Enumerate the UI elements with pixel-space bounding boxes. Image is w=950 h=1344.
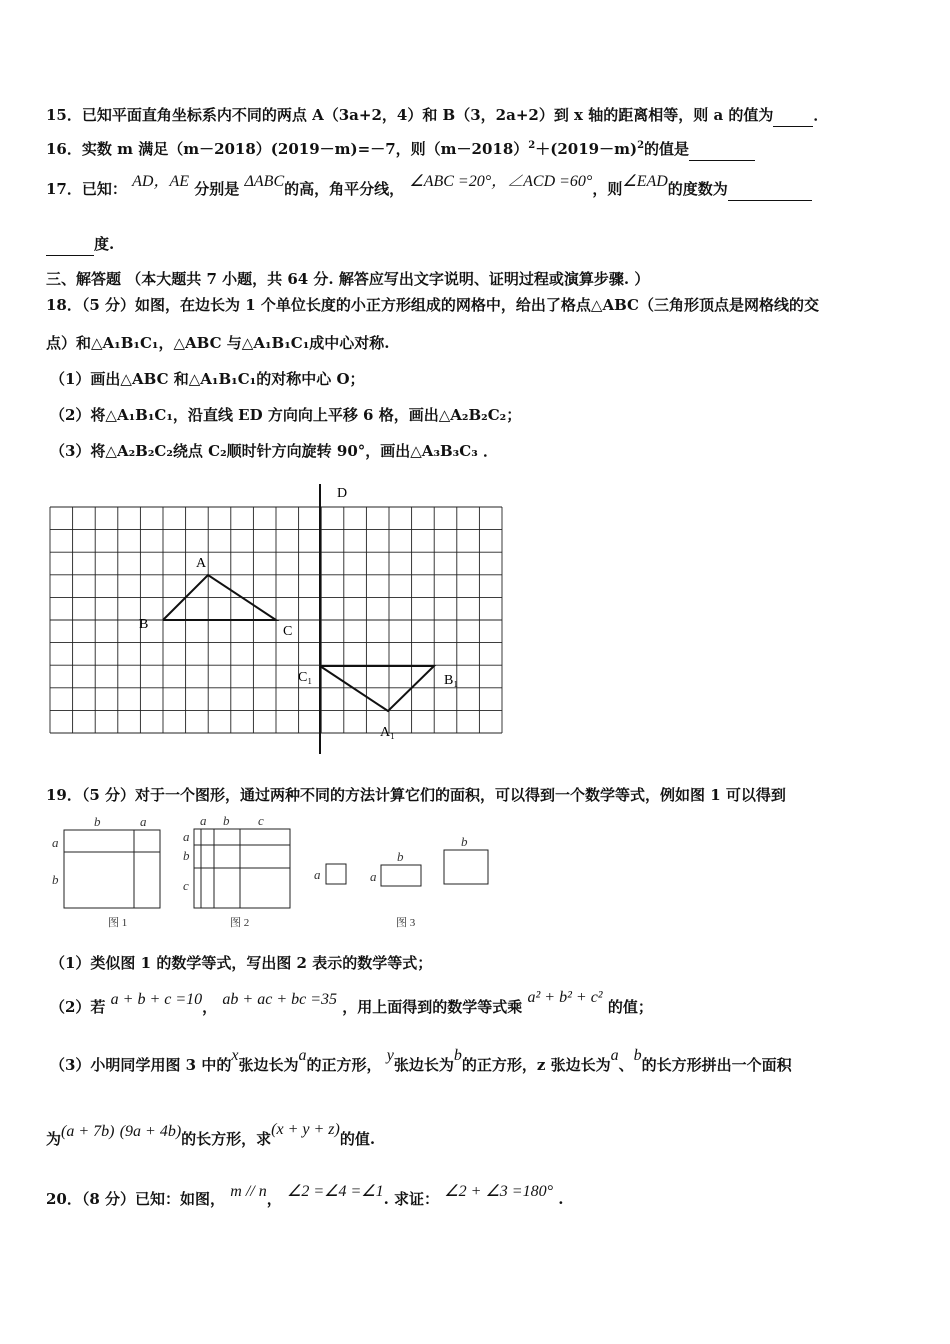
q20-end: . — [558, 1190, 564, 1208]
q19-part-3-t3: 张边长为 — [393, 1056, 454, 1074]
figure-1 — [64, 830, 160, 908]
fig3-label-sq-a: a — [314, 867, 321, 882]
q17-math-ad-ae: AD，AE — [132, 173, 190, 190]
q20-sep: ， — [266, 1190, 282, 1208]
label-a: A — [196, 556, 207, 571]
q18-grid-figure — [0, 478, 520, 758]
question-20 — [46, 1183, 564, 1209]
q17-math-triangle: ΔABC — [244, 173, 285, 190]
q16-sup2: 2 — [637, 140, 645, 151]
q19-part-2-math-1: a + b + c =10 — [110, 991, 203, 1008]
q19-part-3-a1: a — [298, 1047, 307, 1064]
label-b1: B₁ — [444, 673, 459, 688]
label-c1: C₁ — [298, 670, 313, 685]
q19-part-3-math-3: (x + y + z) — [271, 1121, 340, 1138]
q20-number: 20． — [46, 1190, 82, 1208]
q19-part-2 — [50, 989, 653, 1017]
q19-part-2-math-2: ab + ac + bc =35 — [222, 991, 338, 1008]
q19-figures — [0, 808, 520, 938]
q18-part-2-text: （2）将△A₁B₁C₁，沿直线 ED 方向向上平移 6 格，画出△A₂B₂C₂； — [50, 406, 522, 424]
q18-line-2-text: 点）和△A₁B₁C₁，△ABC 与△A₁B₁C₁成中心对称. — [46, 334, 390, 352]
q16-sup1: 2 — [528, 140, 536, 151]
label-c: C — [283, 624, 293, 639]
fig3-label-sq-b: b — [461, 834, 468, 849]
fig2-side-a: a — [183, 829, 190, 844]
q19-part-3-t6: 的长方形拼出一个面积 — [641, 1056, 792, 1074]
q17-unit: 度. — [94, 235, 115, 253]
fig2-top-b: b — [223, 813, 230, 828]
fig3-label-rect-a: a — [370, 869, 377, 884]
q20-lead: （8 分）已知：如图， — [81, 1190, 226, 1208]
q17-math-angles: ∠ABC =20°，∠ACD =60° — [409, 173, 593, 190]
fig3-square-a — [326, 864, 346, 884]
q19-part-3-t9: 的值. — [339, 1130, 376, 1148]
q18-part-3 — [50, 440, 498, 461]
question-18 — [46, 294, 819, 315]
figure-2 — [194, 829, 290, 908]
q19-part-3-lead: （3）小明同学用图 3 中的 — [50, 1056, 232, 1074]
label-a1: A₁ — [380, 725, 395, 740]
q19-part-3-math-1: (a + 7b) — [61, 1123, 115, 1140]
q19-part-3-b2: b — [633, 1047, 642, 1064]
q19-part-1 — [50, 952, 432, 973]
fig2-top-a: a — [200, 813, 207, 828]
label-b: B — [139, 617, 149, 632]
fig3-caption: 图 3 — [396, 917, 416, 929]
q17-text-3: ，则 — [592, 180, 623, 198]
q19-intro: （5 分）对于一个图形，通过两种不同的方法计算它们的面积，可以得到一个数学等式，例如图 1 可以得到 — [81, 786, 786, 804]
q19-part-3-t7: 为 — [46, 1130, 62, 1148]
q19-part-2-lead: （2）若 — [50, 998, 106, 1016]
q16-text-a: 实数 m 满足（m－2018）(2019－m)=－7，则（m－2018） — [81, 140, 529, 158]
question-17-continued — [46, 233, 114, 256]
q15-number: 15． — [46, 106, 82, 124]
q18-part-1-text: （1）画出△ABC 和△A₁B₁C₁的对称中心 O； — [50, 370, 365, 388]
q18-part-1 — [50, 368, 365, 389]
q20-math-1: m // n — [230, 1183, 267, 1200]
q16-number: 16． — [46, 140, 82, 158]
q17-math-ead: ∠EAD — [622, 173, 668, 190]
q19-part-2-end: 的值； — [607, 998, 653, 1016]
question-19 — [46, 784, 786, 805]
q17-lead: 已知： — [81, 180, 127, 198]
q15-text: 已知平面直角坐标系内不同的两点 A（3a+2，4）和 B（3，2a+2）到 x 轴的距离相等，则 a 的值为 — [81, 106, 774, 124]
fig2-caption: 图 2 — [230, 917, 250, 929]
q19-part-3-t4: 的正方形，z 张边长为 — [461, 1056, 611, 1074]
q19-part-3 — [50, 1047, 792, 1075]
q17-text-2: 的高，角平分线， — [284, 180, 405, 198]
q19-part-3-t5: 、 — [618, 1056, 634, 1074]
q19-part-1-text: （1）类似图 1 的数学等式，写出图 2 表示的数学等式； — [50, 954, 433, 972]
q17-text-1: 分别是 — [194, 180, 240, 198]
fig1-side-b: b — [52, 872, 59, 887]
fig2-side-b: b — [183, 848, 190, 863]
q19-part-3-x: x — [231, 1047, 239, 1064]
q17-text-4: 的度数为 — [667, 180, 728, 198]
question-18-line-2 — [46, 332, 390, 353]
question-16 — [46, 138, 755, 161]
q20-math-2: ∠2 =∠4 =∠1 — [286, 1183, 384, 1200]
q17-answer-blank-1[interactable] — [728, 182, 812, 201]
q19-number: 19． — [46, 786, 82, 804]
question-15 — [46, 104, 828, 127]
q18-part-2 — [50, 404, 521, 425]
label-d: D — [337, 486, 348, 501]
q19-part-3-t8: 的长方形，求 — [181, 1130, 272, 1148]
q18-line-1: （5 分）如图，在边长为 1 个单位长度的小正方形组成的网格中，给出了格点△ABC（三角形顶点是网格线的交 — [81, 296, 819, 314]
q19-part-3-b1: b — [453, 1047, 462, 1064]
q16-text-c: 的值是 — [644, 140, 690, 158]
triangle-a1b1c1 — [320, 666, 434, 711]
fig3-label-rect-b: b — [397, 849, 404, 864]
q19-part-3-t1: 张边长为 — [238, 1056, 299, 1074]
q15-end: ． — [813, 106, 829, 124]
q19-part-2-mid: ，用上面得到的数学等式乘 — [342, 998, 523, 1016]
q15-answer-blank[interactable] — [773, 108, 813, 127]
q19-part-3-t2: 的正方形， — [306, 1056, 382, 1074]
q18-number: 18． — [46, 296, 82, 314]
q19-part-3-a2: a — [610, 1047, 619, 1064]
fig1-side-a: a — [52, 835, 59, 850]
figure-3 — [326, 850, 488, 886]
section-3-heading — [46, 268, 649, 289]
fig2-top-c: c — [258, 813, 264, 828]
q18-part-3-text: （3）将△A₂B₂C₂绕点 C₂顺时针方向旋转 90°，画出△A₃B₃C₃ ． — [50, 442, 498, 460]
fig1-top-a: a — [140, 814, 147, 829]
fig3-square-b — [444, 850, 488, 884]
section-3-title: 三、解答题 （本大题共 7 小题，共 64 分. 解答应写出文字说明、证明过程或演算步骤. ） — [46, 270, 650, 288]
q19-part-3-y: y — [386, 1047, 394, 1064]
q17-answer-blank-2[interactable] — [46, 237, 94, 256]
fig1-caption: 图 1 — [108, 917, 128, 929]
q16-text-b: ＋(2019－m) — [535, 140, 638, 158]
q19-part-2-math-3: a² + b² + c² — [527, 989, 603, 1006]
fig1-top-b: b — [94, 814, 101, 829]
q20-t1: . 求证： — [383, 1190, 440, 1208]
q17-number: 17． — [46, 180, 82, 198]
q19-part-3-continued — [46, 1121, 376, 1149]
fig3-rect-ab — [381, 865, 421, 886]
question-17 — [46, 173, 916, 201]
fig2-side-c: c — [183, 878, 189, 893]
q19-part-3-math-2: (9a + 4b) — [119, 1123, 182, 1140]
q19-part-2-sep: ， — [202, 998, 218, 1016]
q20-math-3: ∠2 + ∠3 =180° — [444, 1183, 553, 1200]
q16-answer-blank[interactable] — [689, 142, 755, 161]
